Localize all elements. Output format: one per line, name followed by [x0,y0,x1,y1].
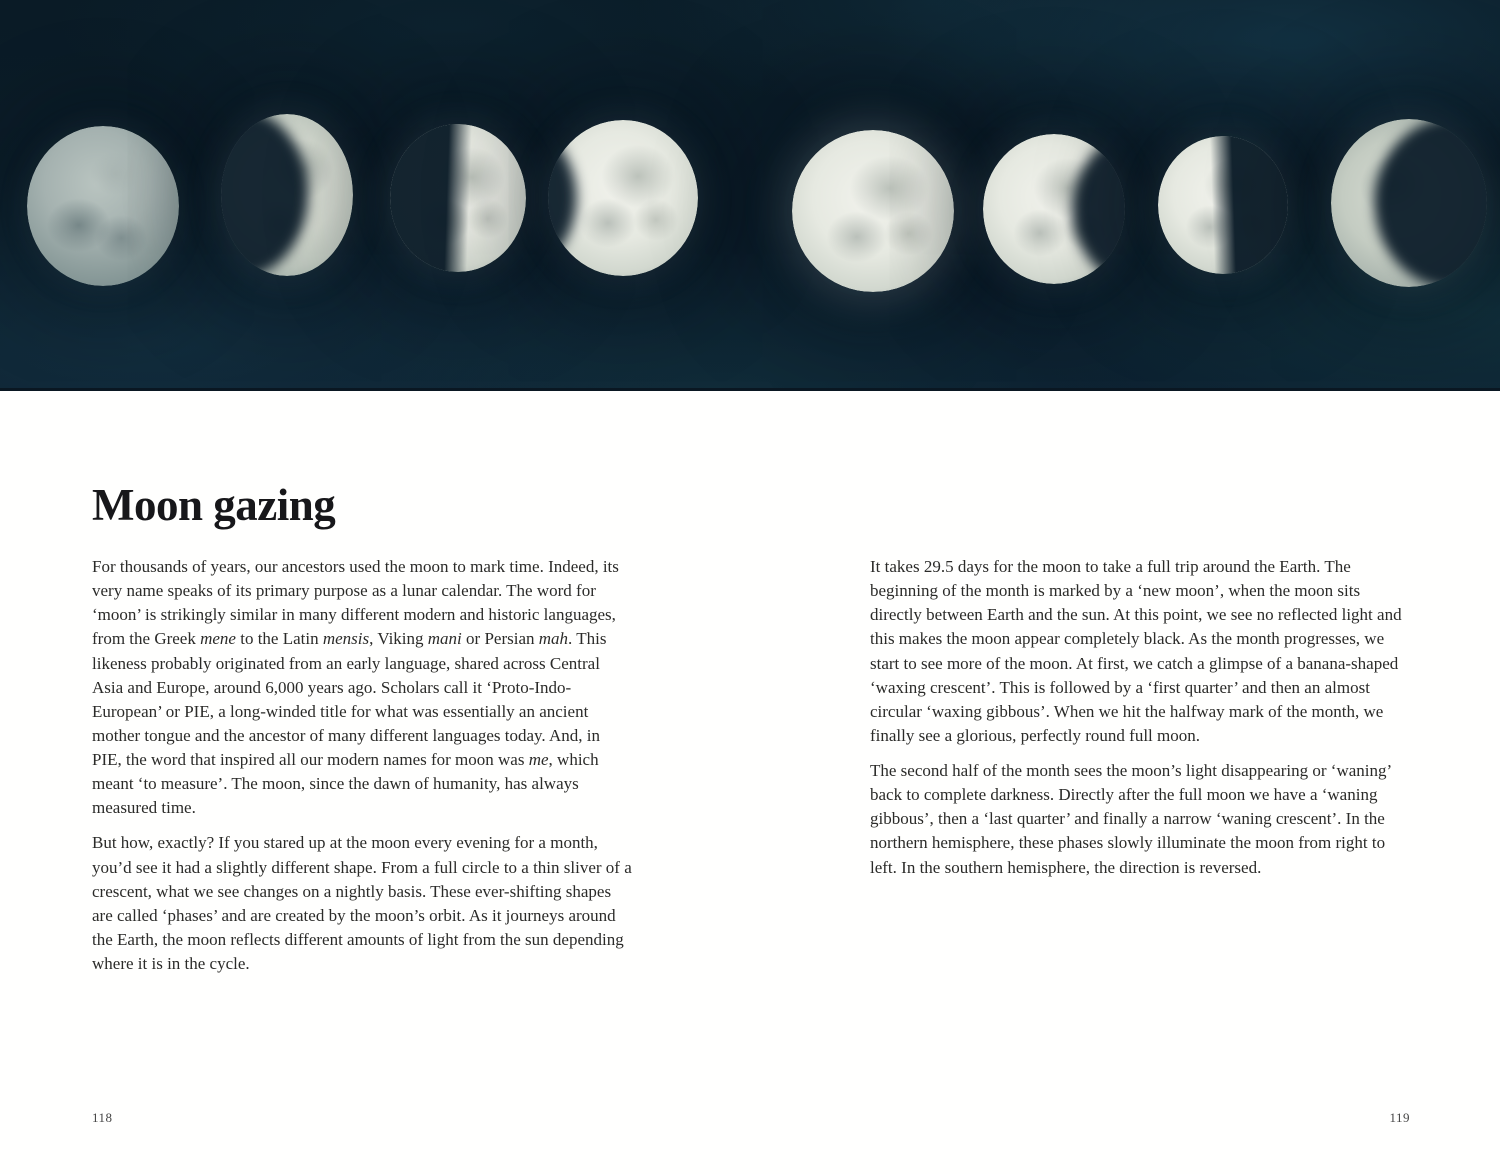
moon-shadow [390,124,526,272]
moon-phases-illustration [0,0,1500,391]
waxing-crescent-icon [221,114,353,276]
paragraph: The second half of the month sees the moon’s light disappearing or ‘waning’ back to complete darkness. Directly after the full moon we have a ‘waning gibbous’, then a ‘last quarter’ and finally a narrow ‘waning crescent’. In the northern hemisphere, these phases slowly illuminate the moon from right to left. In the southern hemisphere, the direction is reversed. [870,761,1391,877]
waxing-gibbous-icon [548,120,698,276]
page-title: Moon gazing [92,480,336,530]
page-number-right: 119 [1389,1110,1410,1125]
page-footer [92,1110,1410,1126]
moon-shadow [1158,136,1288,274]
new-moon-icon [27,126,179,286]
page-number-left: 118 [92,1110,113,1125]
paragraph: It takes 29.5 days for the moon to take a full trip around the Earth. The beginning of the month is marked by a ‘new moon’, when the moon sits directly between Earth and the sun. At this point, we see no reflected light and this makes the moon appear completely black. As the month progresses, we start to see more of the moon. At first, we catch a glimpse of a banana-shaped ‘waxing crescent’. This is followed by a ‘first quarter’ and then an almost circular ‘waxing gibbous’. When we hit the halfway mark of the month, we finally see a glorious, perfectly round full moon. [870,557,1402,745]
waning-crescent-icon [1331,119,1487,287]
moon-surface [792,130,954,292]
last-quarter-icon [1158,136,1288,274]
moon-surface [27,126,179,286]
paragraph: But how, exactly? If you stared up at the moon every evening for a month, you’d see it had a slightly different shape. From a full circle to a thin sliver of a crescent, what we see changes on a nightly basis. These ever-shifting shapes are called ‘phases’ and are created by the moon’s orbit. As it journeys around the Earth, the moon reflects different amounts of light from the sun depending where it is in the cycle. [92,833,632,973]
book-page-spread [0,391,1500,1174]
right-text-column [870,555,1410,987]
waning-gibbous-icon [983,134,1125,284]
first-quarter-icon [390,124,526,272]
paragraph: For thousands of years, our ancestors used the moon to mark time. Indeed, its very name speaks of its primary purpose as a lunar calendar. The word for ‘moon’ is strikingly similar in many different modern and historic languages, from the Greek mene to the Latin mensis, Viking mani or Persian mah. This likeness probably originated from an early language, shared across Central Asia and Europe, around 6,000 years ago. Scholars call it ‘Proto-Indo-European’ or PIE, a long-winded title for what was essentially an ancient mother tongue and the ancestor of many different languages today. And, in PIE, the word that inspired all our modern names for moon was me, which meant ‘to measure’. The moon, since the dawn of humanity, has always measured time. [92,557,619,818]
text-columns [92,555,1410,987]
left-text-column [92,555,632,987]
full-moon-icon [792,130,954,292]
